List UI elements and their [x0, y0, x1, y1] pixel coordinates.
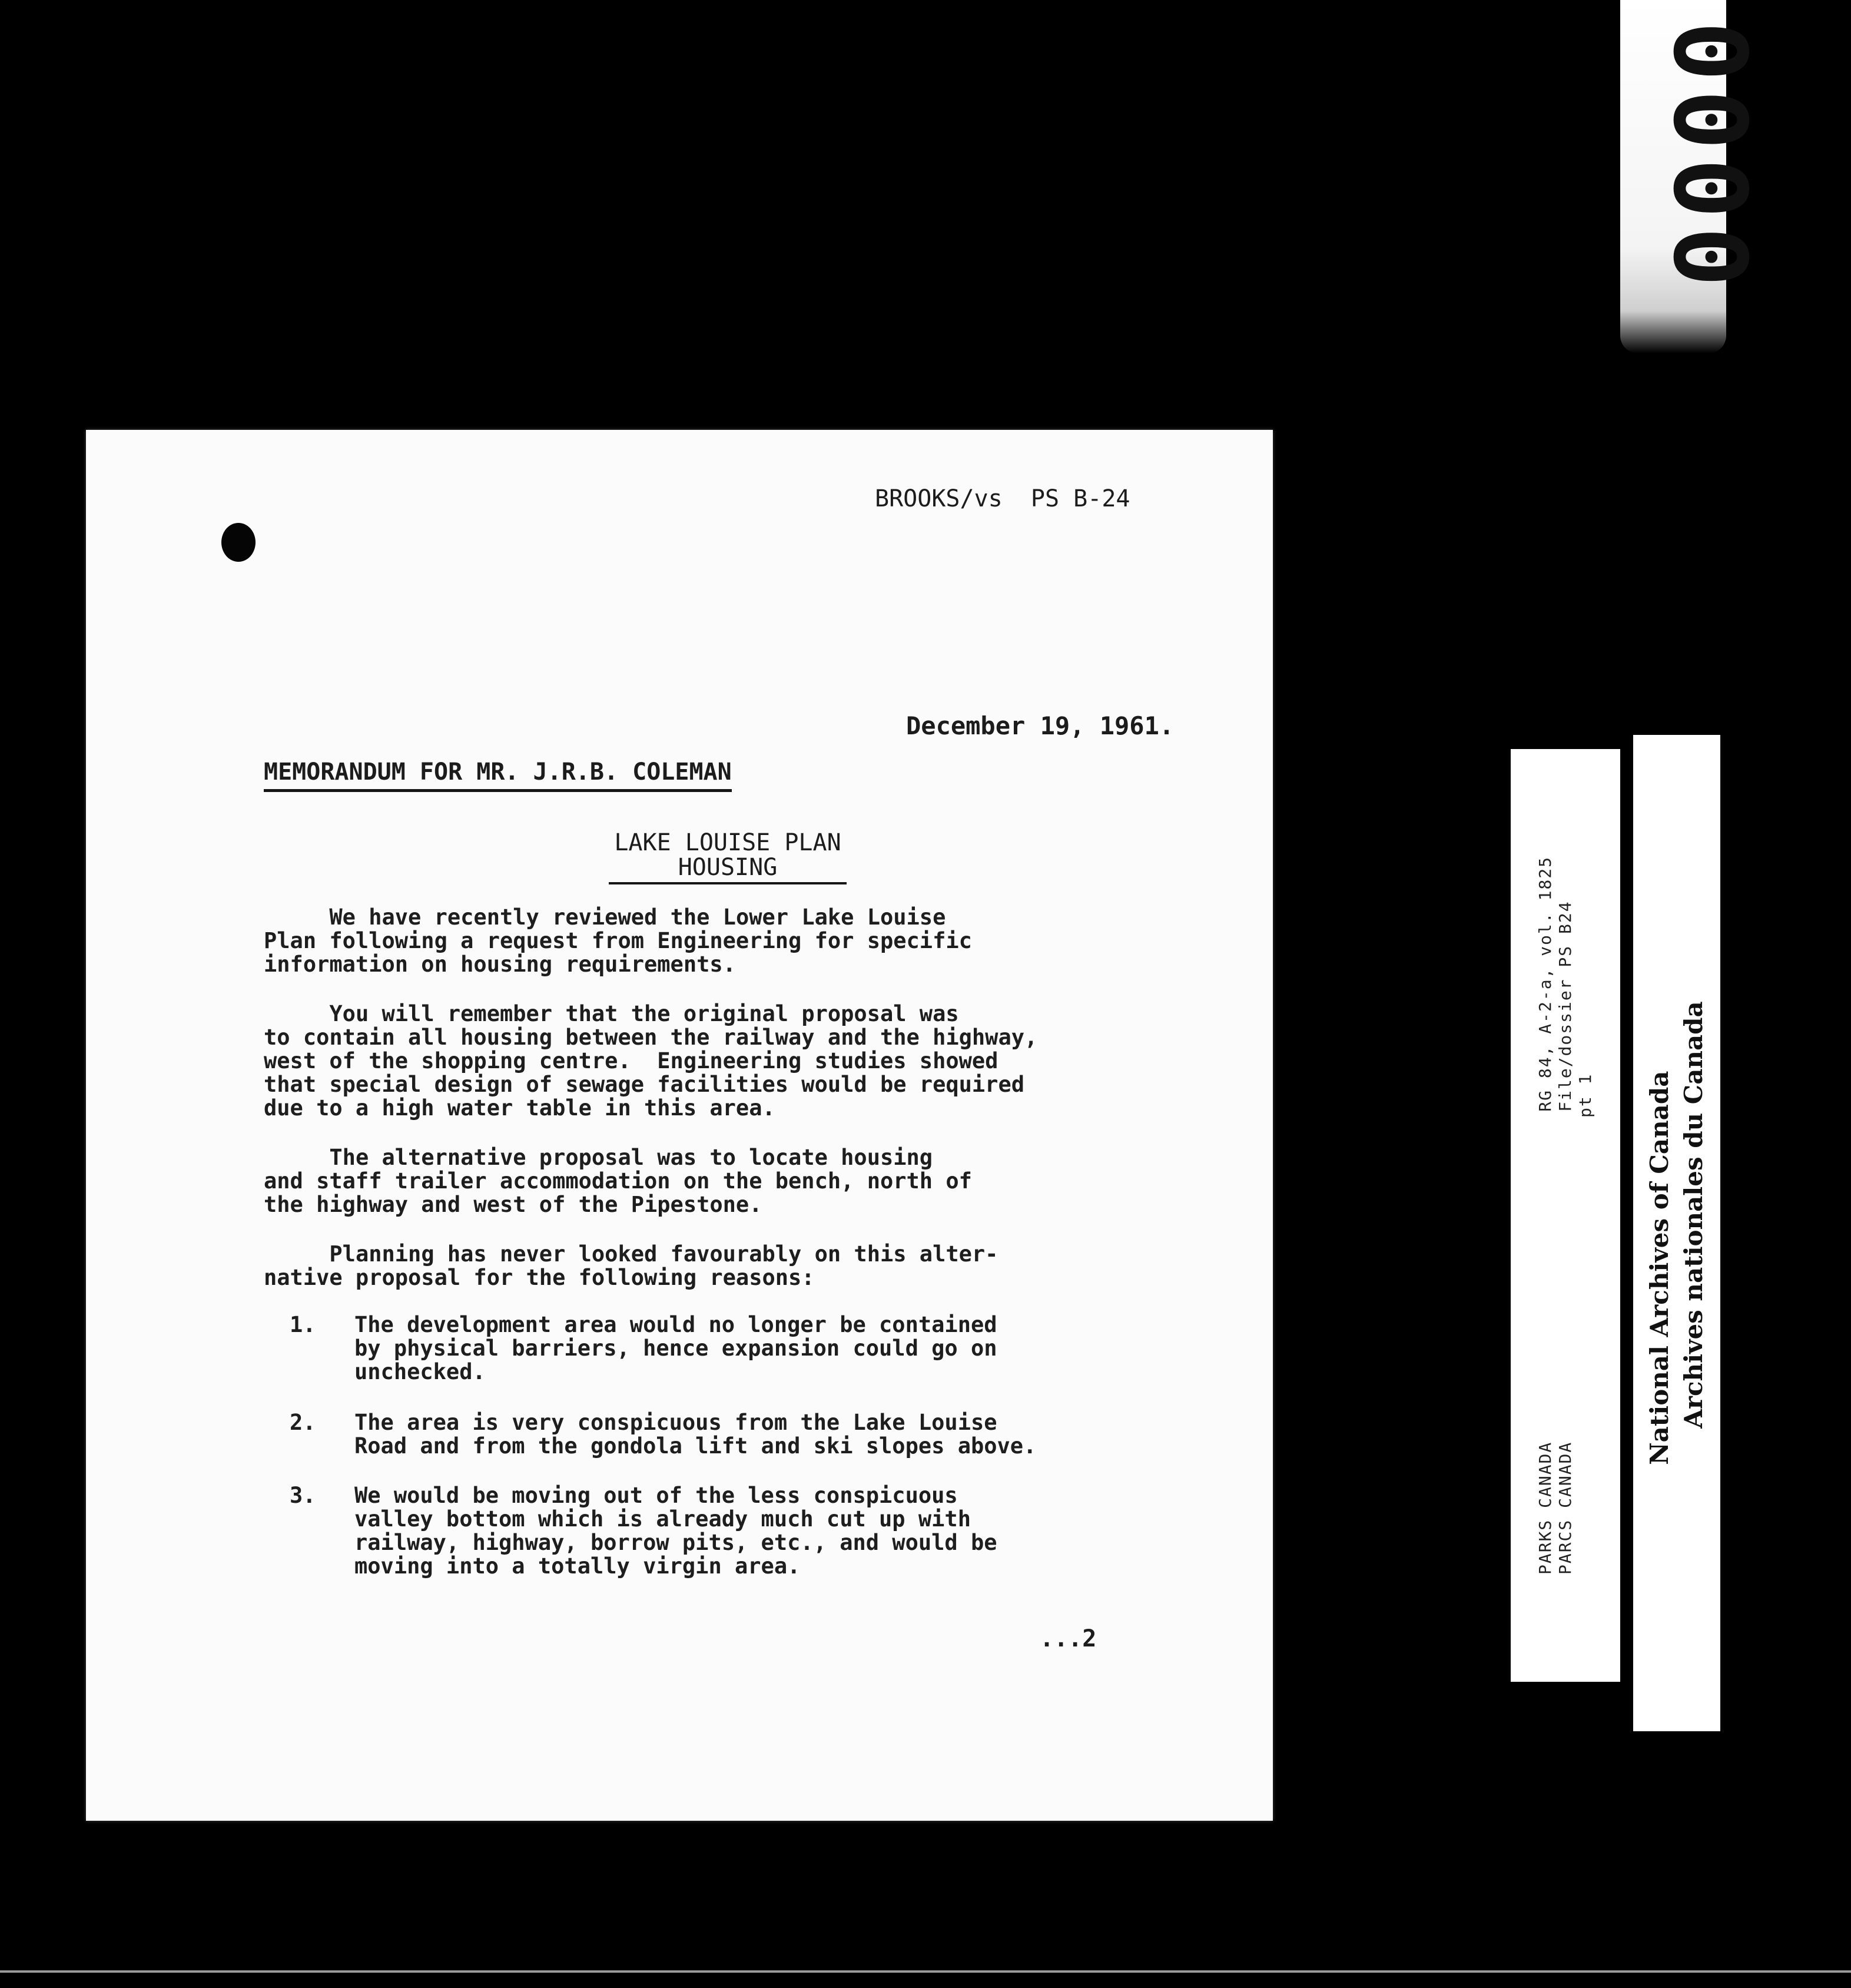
reason-text: The development area would no longer be contained by physical barriers, hence expansion could go on unchecked. — [354, 1312, 997, 1384]
archives-label-line1: National Archives of Canada — [1645, 1071, 1674, 1465]
parks-label-line1-left: PARKS CANADA — [1535, 1441, 1555, 1575]
reason-text: The area is very conspicuous from the Lake Louise Road and from the gondola lift and ski slopes above. — [354, 1410, 1037, 1459]
paragraph-1: We have recently reviewed the Lower Lake Louise Plan following a request from Engineering for specific information on housing requirements. — [264, 904, 972, 977]
reason-text: We would be moving out of the less conspicuous valley bottom which is already much cut up with railway, highway, borrow pits, etc., and would be moving into a totally virgin area. — [354, 1483, 997, 1579]
subject-block — [563, 830, 893, 884]
parks-label-line2-right: File/dossier PS B24 — [1555, 900, 1575, 1112]
archives-label-line2: Archives nationales du Canada — [1679, 1001, 1708, 1429]
subject-line1: LAKE LOUISE PLAN — [614, 829, 841, 856]
reason-number: 3. — [290, 1483, 316, 1508]
page-continuation: ...2 — [1040, 1625, 1097, 1652]
archives-label-text — [1643, 1001, 1711, 1465]
parks-label-line1-right: RG 84, A-2-a, vol. 1825 — [1535, 856, 1555, 1112]
parks-label-line3-right: pt 1 — [1575, 1073, 1595, 1118]
paragraph-2: You will remember that the original proposal was to contain all housing between the railway and the highway, west of the shopping centre. Engineering studies showed that special design of sewage facilities would be required due to a high water table in this area. — [264, 1001, 1038, 1121]
hole-punch-icon — [221, 523, 256, 562]
file-reference: BROOKS/vs PS B-24 — [875, 485, 1130, 512]
paragraph-4: Planning has never looked favourably on this alter- native proposal for the following reasons: — [264, 1241, 999, 1290]
national-archives-label — [1633, 735, 1720, 1731]
memo-addressee: MEMORANDUM FOR MR. J.R.B. COLEMAN — [264, 758, 732, 792]
film-edge-line — [0, 1970, 1851, 1973]
reason-number: 2. — [290, 1410, 316, 1435]
parks-canada-label — [1511, 749, 1620, 1682]
memo-page — [86, 430, 1273, 1821]
frame-counter-digits: 0000 — [1651, 21, 1767, 296]
parks-label-line2-left: PARCS CANADA — [1555, 1441, 1575, 1575]
frame-counter — [1620, 0, 1767, 353]
subject-line2: HOUSING — [609, 855, 847, 884]
paragraph-3: The alternative proposal was to locate housing and staff trailer accommodation on the bench, north of the highway and west of the Pipestone. — [264, 1145, 972, 1217]
parks-label-text — [1535, 856, 1595, 1575]
reason-number: 1. — [290, 1312, 316, 1337]
memo-date: December 19, 1961. — [906, 711, 1175, 740]
